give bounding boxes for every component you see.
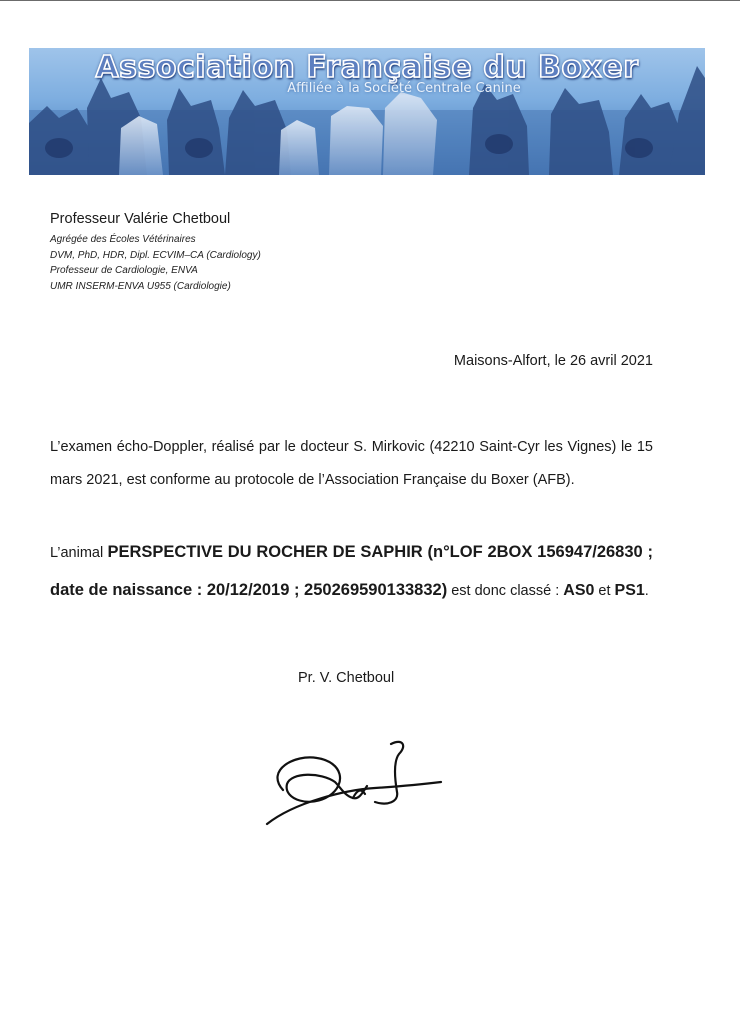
class-ps: PS1 <box>614 582 645 599</box>
author-name: Professeur Valérie Chetboul <box>50 211 231 227</box>
banner-subtitle: Affiliée à la Société Centrale Canine <box>287 81 521 96</box>
date-line: Maisons-Alfort, le 26 avril 2021 <box>453 353 653 369</box>
animal-details: PERSPECTIVE DU ROCHER DE SAPHIR (n°LOF 2BOX 156947/26830 ; date de naissance : 20/12/2019 ; 250269590133832) <box>50 543 653 599</box>
top-rule <box>0 0 740 1</box>
paragraph-lead: L’animal <box>50 545 104 561</box>
credential-line: UMR INSERM-ENVA U955 (Cardiologie) <box>50 280 231 292</box>
class-as: AS0 <box>563 582 595 599</box>
paragraph-classification <box>50 534 653 610</box>
paragraph-end: . <box>644 583 649 599</box>
conjunction: et <box>598 583 611 599</box>
author-credentials <box>50 232 261 294</box>
paragraph-exam: L’examen écho-Doppler, réalisé par le docteur S. Mirkovic (42210 Saint-Cyr les Vignes) le 15 mars 2021, est conforme au protocole de l’Association Française du Boxer (AFB). <box>50 439 653 488</box>
credential-line: DVM, PhD, HDR, Dipl. ECVIM–CA (Cardiology) <box>50 249 261 261</box>
banner-title: Association Française du Boxer <box>95 50 639 85</box>
header-banner <box>29 48 705 175</box>
credential-line: Professeur de Cardiologie, ENVA <box>50 265 198 276</box>
paragraph-after-details: est donc classé : <box>451 583 560 599</box>
credential-line: Agrégée des Écoles Vétérinaires <box>50 234 196 245</box>
signoff: Pr. V. Chetboul <box>298 670 395 686</box>
handwritten-signature <box>255 732 455 832</box>
